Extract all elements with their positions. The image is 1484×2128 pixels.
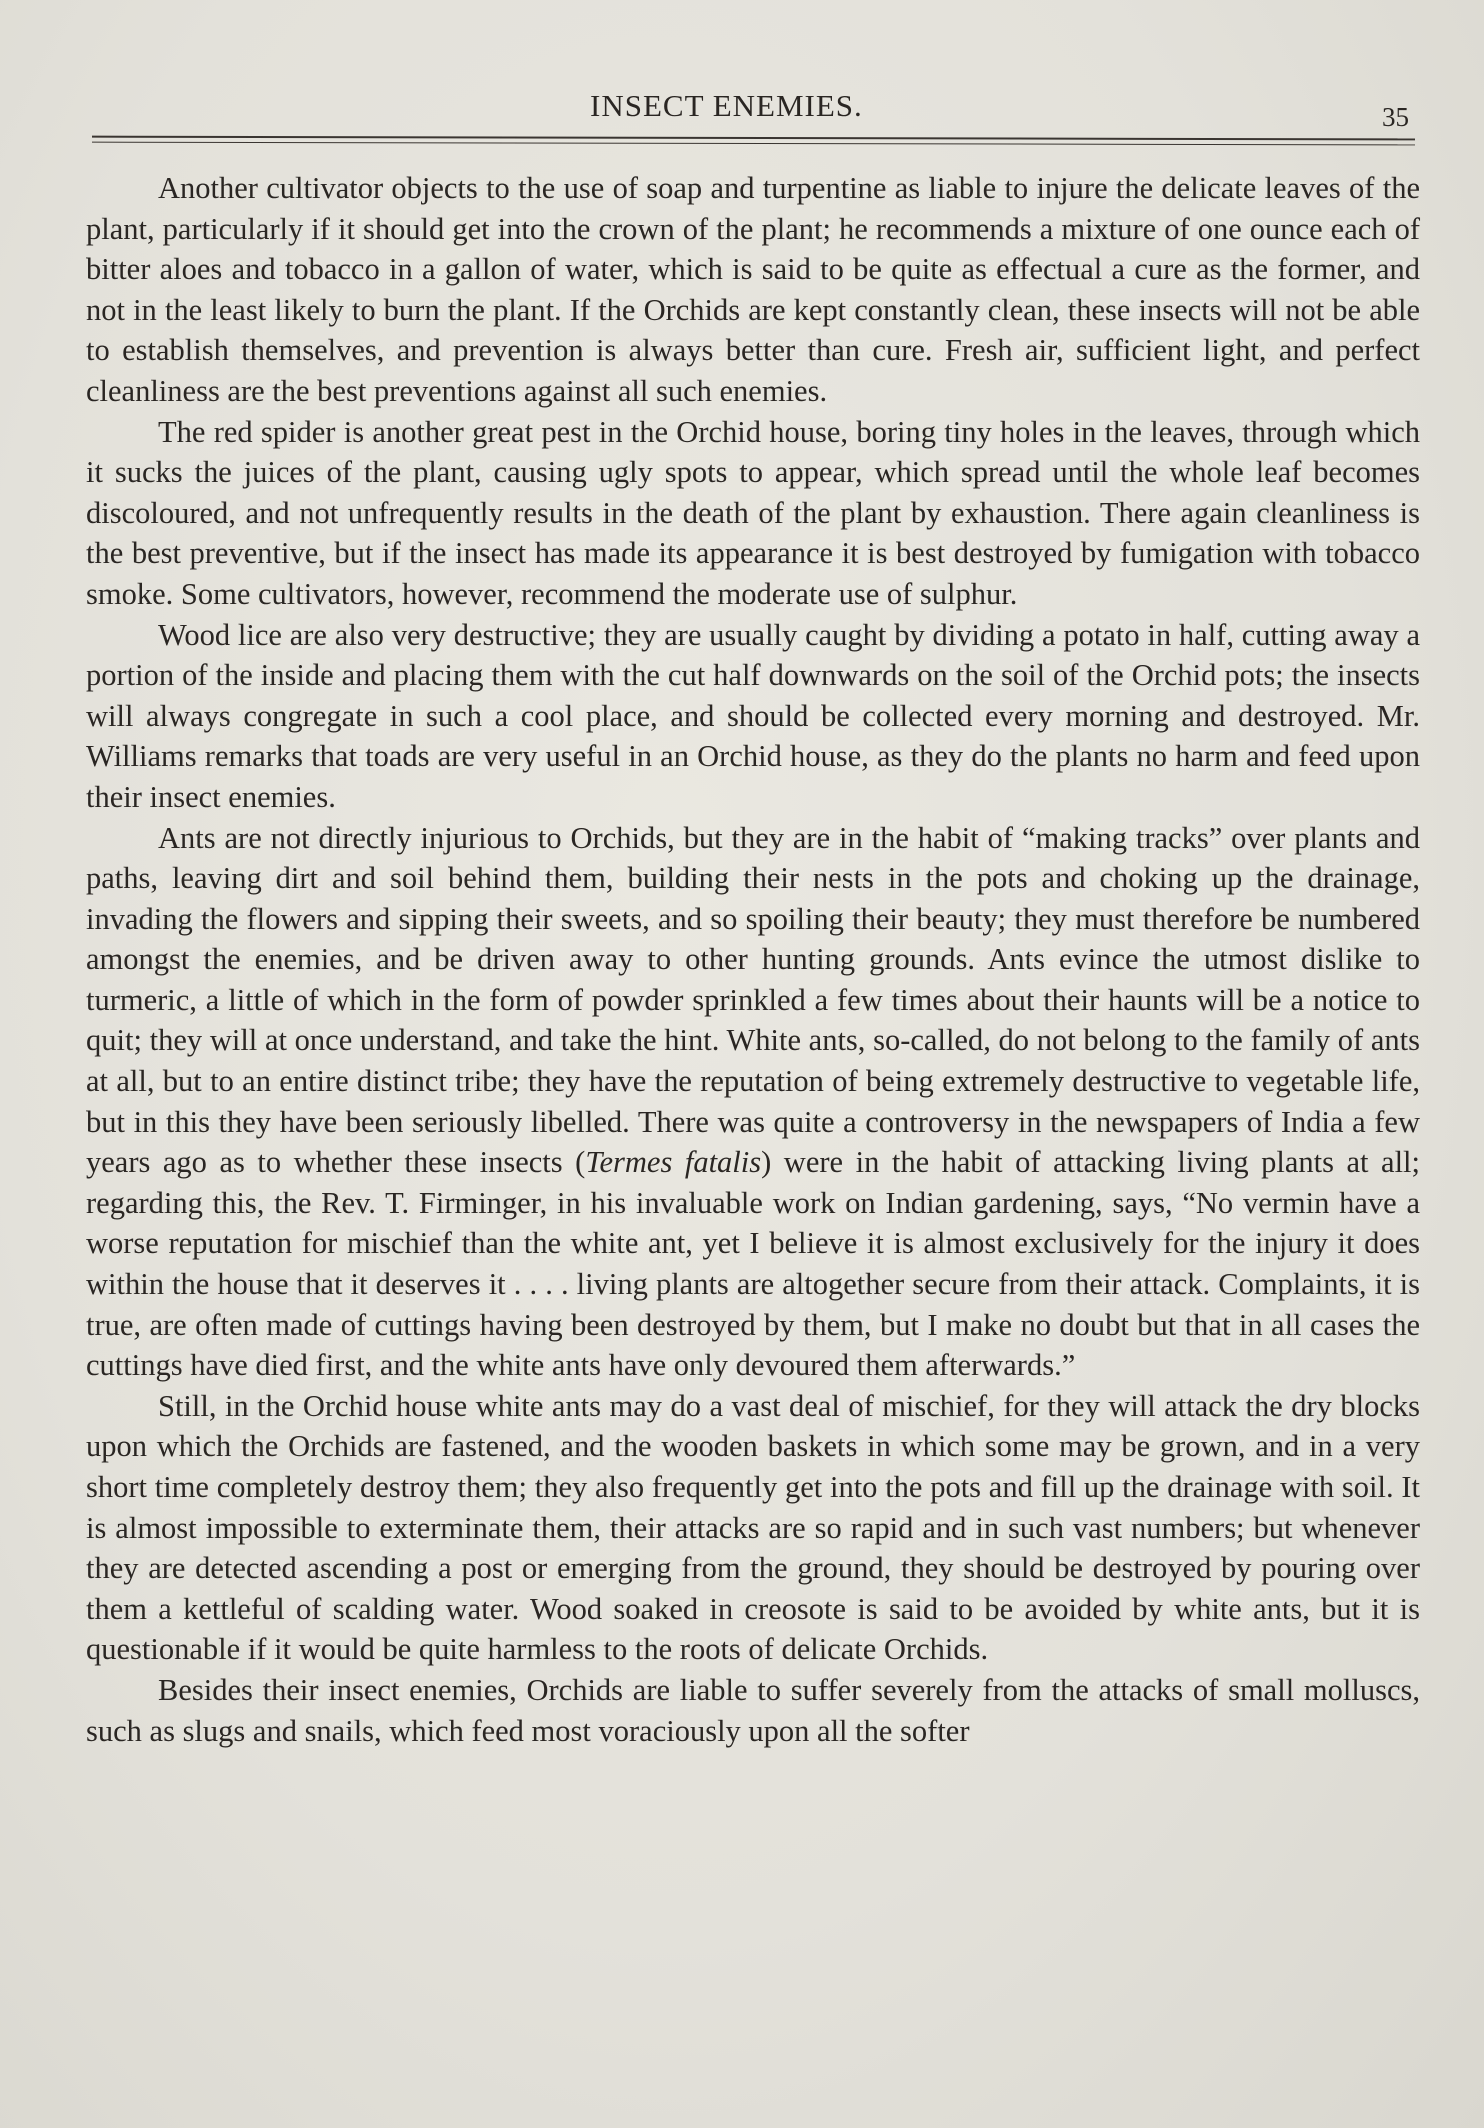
- header-rule-thick: [92, 136, 1415, 141]
- ants-text-before: Ants are not directly injurious to Orchids, but they are in the habit of “making tracks” over plants and paths, leaving dirt and soil behind them, building their nests in the pots and choking up the drainage, invading the flowers and sipping their sweets, and so spoiling their beauty; they must therefore be numbered amongst the enemies, and be driven away to other hunting grounds. Ants evince the utmost dislike to turmeric, a little of which in the form of powder sprinkled a few times about their haunts will be a notice to quit; they will at once understand, and take the hint. White ants, so-called, do not belong to the family of ants at all, but to an entire distinct tribe; they have the reputation of being extremely destructive to vegetable life, but in this they have been seriously libelled. There was quite a controversy in the newspapers of India a few years ago as to whether these insects (: [86, 820, 1420, 1180]
- paragraph-soap-turpentine: Another cultivator objects to the use of soap and turpentine as liable to injure the delicate leaves of the plant, particularly if it should get into the crown of the plant; he recommends a mixture of one ounce each of bitter aloes and tobacco in a gallon of water, which is said to be quite as effectual a cure as the former, and not in the least likely to burn the plant. If the Orchids are kept constantly clean, these insects will not be able to establish themselves, and prevention is always better than cure. Fresh air, sufficient light, and perfect cleanliness are the best preventions against all such enemies.: [86, 171, 1420, 408]
- paragraph-red-spider: The red spider is another great pest in the Orchid house, boring tiny holes in the leaves, through which it sucks the juices of the plant, causing ugly spots to appear, which spread until the whole leaf becomes discoloured, and not unfrequently results in the death of the plant by exhaustion. There again cleanliness is the best preventive, but if the insect has made its appearance it is best destroyed by fumigation with tobacco smoke. Some cultivators, however, recommend the moderate use of sulphur.: [86, 414, 1420, 611]
- paragraph-white-ants: Still, in the Orchid house white ants may do a vast deal of mischief, for they will attack the dry blocks upon which the Orchids are fastened, and the wooden baskets in which some may be grown, and in a very short time completely destroy them; they also frequently get into the pots and fill up the drainage with soil. It is almost impossible to exterminate them, their attacks are so rapid and in such vast numbers; but whenever they are detected ascending a post or emerging from the ground, they should be destroyed by pouring over them a kettleful of scalding water. Wood soaked in creosote is said to be avoided by white ants, but it is questionable if it would be quite harmless to the roots of delicate Orchids.: [86, 1388, 1420, 1667]
- ants-text-after: ) were in the habit of attacking living plants at all; regarding this, the Rev. T. Firminger, in his invaluable work on Indian gardening, says, “No vermin have a worse reputation for mischief than the white ant, yet I believe it is almost exclusively for the injury it does within the house that it deserves it . . . . living plants are altogether secure from their attack. Complaints, it is true, are often made of cuttings having been destroyed by them, but I make no doubt but that in all cases the cuttings have died first, and the white ants have only devoured them afterwards.”: [86, 1145, 1421, 1383]
- body-text: [86, 168, 1420, 1751]
- paragraph-molluscs: Besides their insect enemies, Orchids are liable to suffer severely from the attacks of small molluscs, such as slugs and snails, which feed most voraciously upon all the softer: [86, 1672, 1420, 1748]
- page-number: 35: [1382, 102, 1409, 132]
- running-head: [0, 88, 1484, 132]
- header-rule-thin: [92, 142, 1415, 146]
- page-title: INSECT ENEMIES.: [590, 88, 863, 123]
- paragraph-wood-lice: Wood lice are also very destructive; they are usually caught by dividing a potato in half, cutting away a portion of the inside and placing them with the cut half downwards on the soil of the Orchid pots; the insects will always congregate in such a cool place, and should be collected every morning and destroyed. Mr. Williams remarks that toads are very useful in an Orchid house, as they do the plants no harm and feed upon their insect enemies.: [86, 617, 1420, 814]
- paragraph-ants: [86, 818, 1420, 1386]
- species-name: Termes fatalis: [585, 1145, 762, 1180]
